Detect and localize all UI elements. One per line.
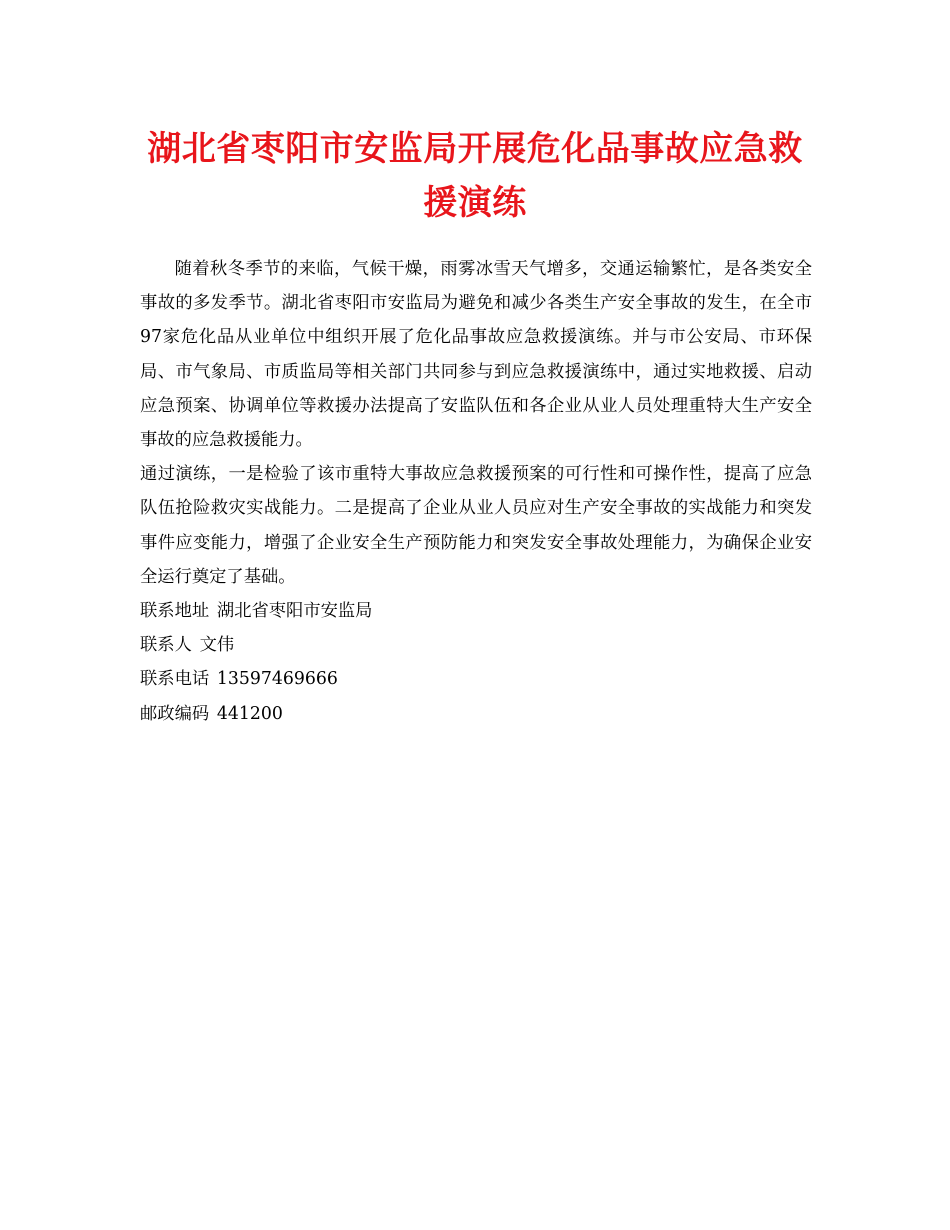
document-title: 湖北省枣阳市安监局开展危化品事故应急救援演练 [147,129,803,223]
contact-postcode-label: 邮政编码 [140,703,210,724]
paragraph-results: 通过演练，一是检验了该市重特大事故应急救援预案的可行性和可操作性，提高了应急队伍抢险救灾实战能力。二是提高了企业从业人员应对生产安全事故的实战能力和突发事件应变能力，增强了企业安全生产预防能力和突发安全事故处理能力，为确保企业安全运行奠定了基础。 [140,464,812,587]
contact-person [140,628,812,662]
paragraph-intro: 随着秋冬季节的来临，气候干燥，雨雾冰雪天气增多，交通运输繁忙，是各类安全事故的多发季节。湖北省枣阳市安监局为避免和减少各类生产安全事故的发生，在全市97家危化品从业单位中组织开展了危化品事故应急救援演练。并与市公安局、市环保局、市气象局、市质监局等相关部门共同参与到应急救援演练中，通过实地救援、启动应急预案、协调单位等救援办法提高了安监队伍和各企业从业人员处理重特大生产安全事故的应急救援能力。 [140,259,812,451]
contact-phone [140,662,812,696]
contact-address [140,594,812,628]
contact-phone-label: 联系电话 [140,669,210,690]
contact-person-value: 文伟 [199,635,235,656]
contact-postcode [140,697,812,731]
contact-phone-value: 13597469666 [216,669,338,690]
document-body [140,252,812,731]
contact-address-value: 湖北省枣阳市安监局 [216,601,373,622]
contact-postcode-value: 441200 [216,703,283,724]
contact-address-label: 联系地址 [140,601,210,622]
contact-person-label: 联系人 [140,635,192,656]
